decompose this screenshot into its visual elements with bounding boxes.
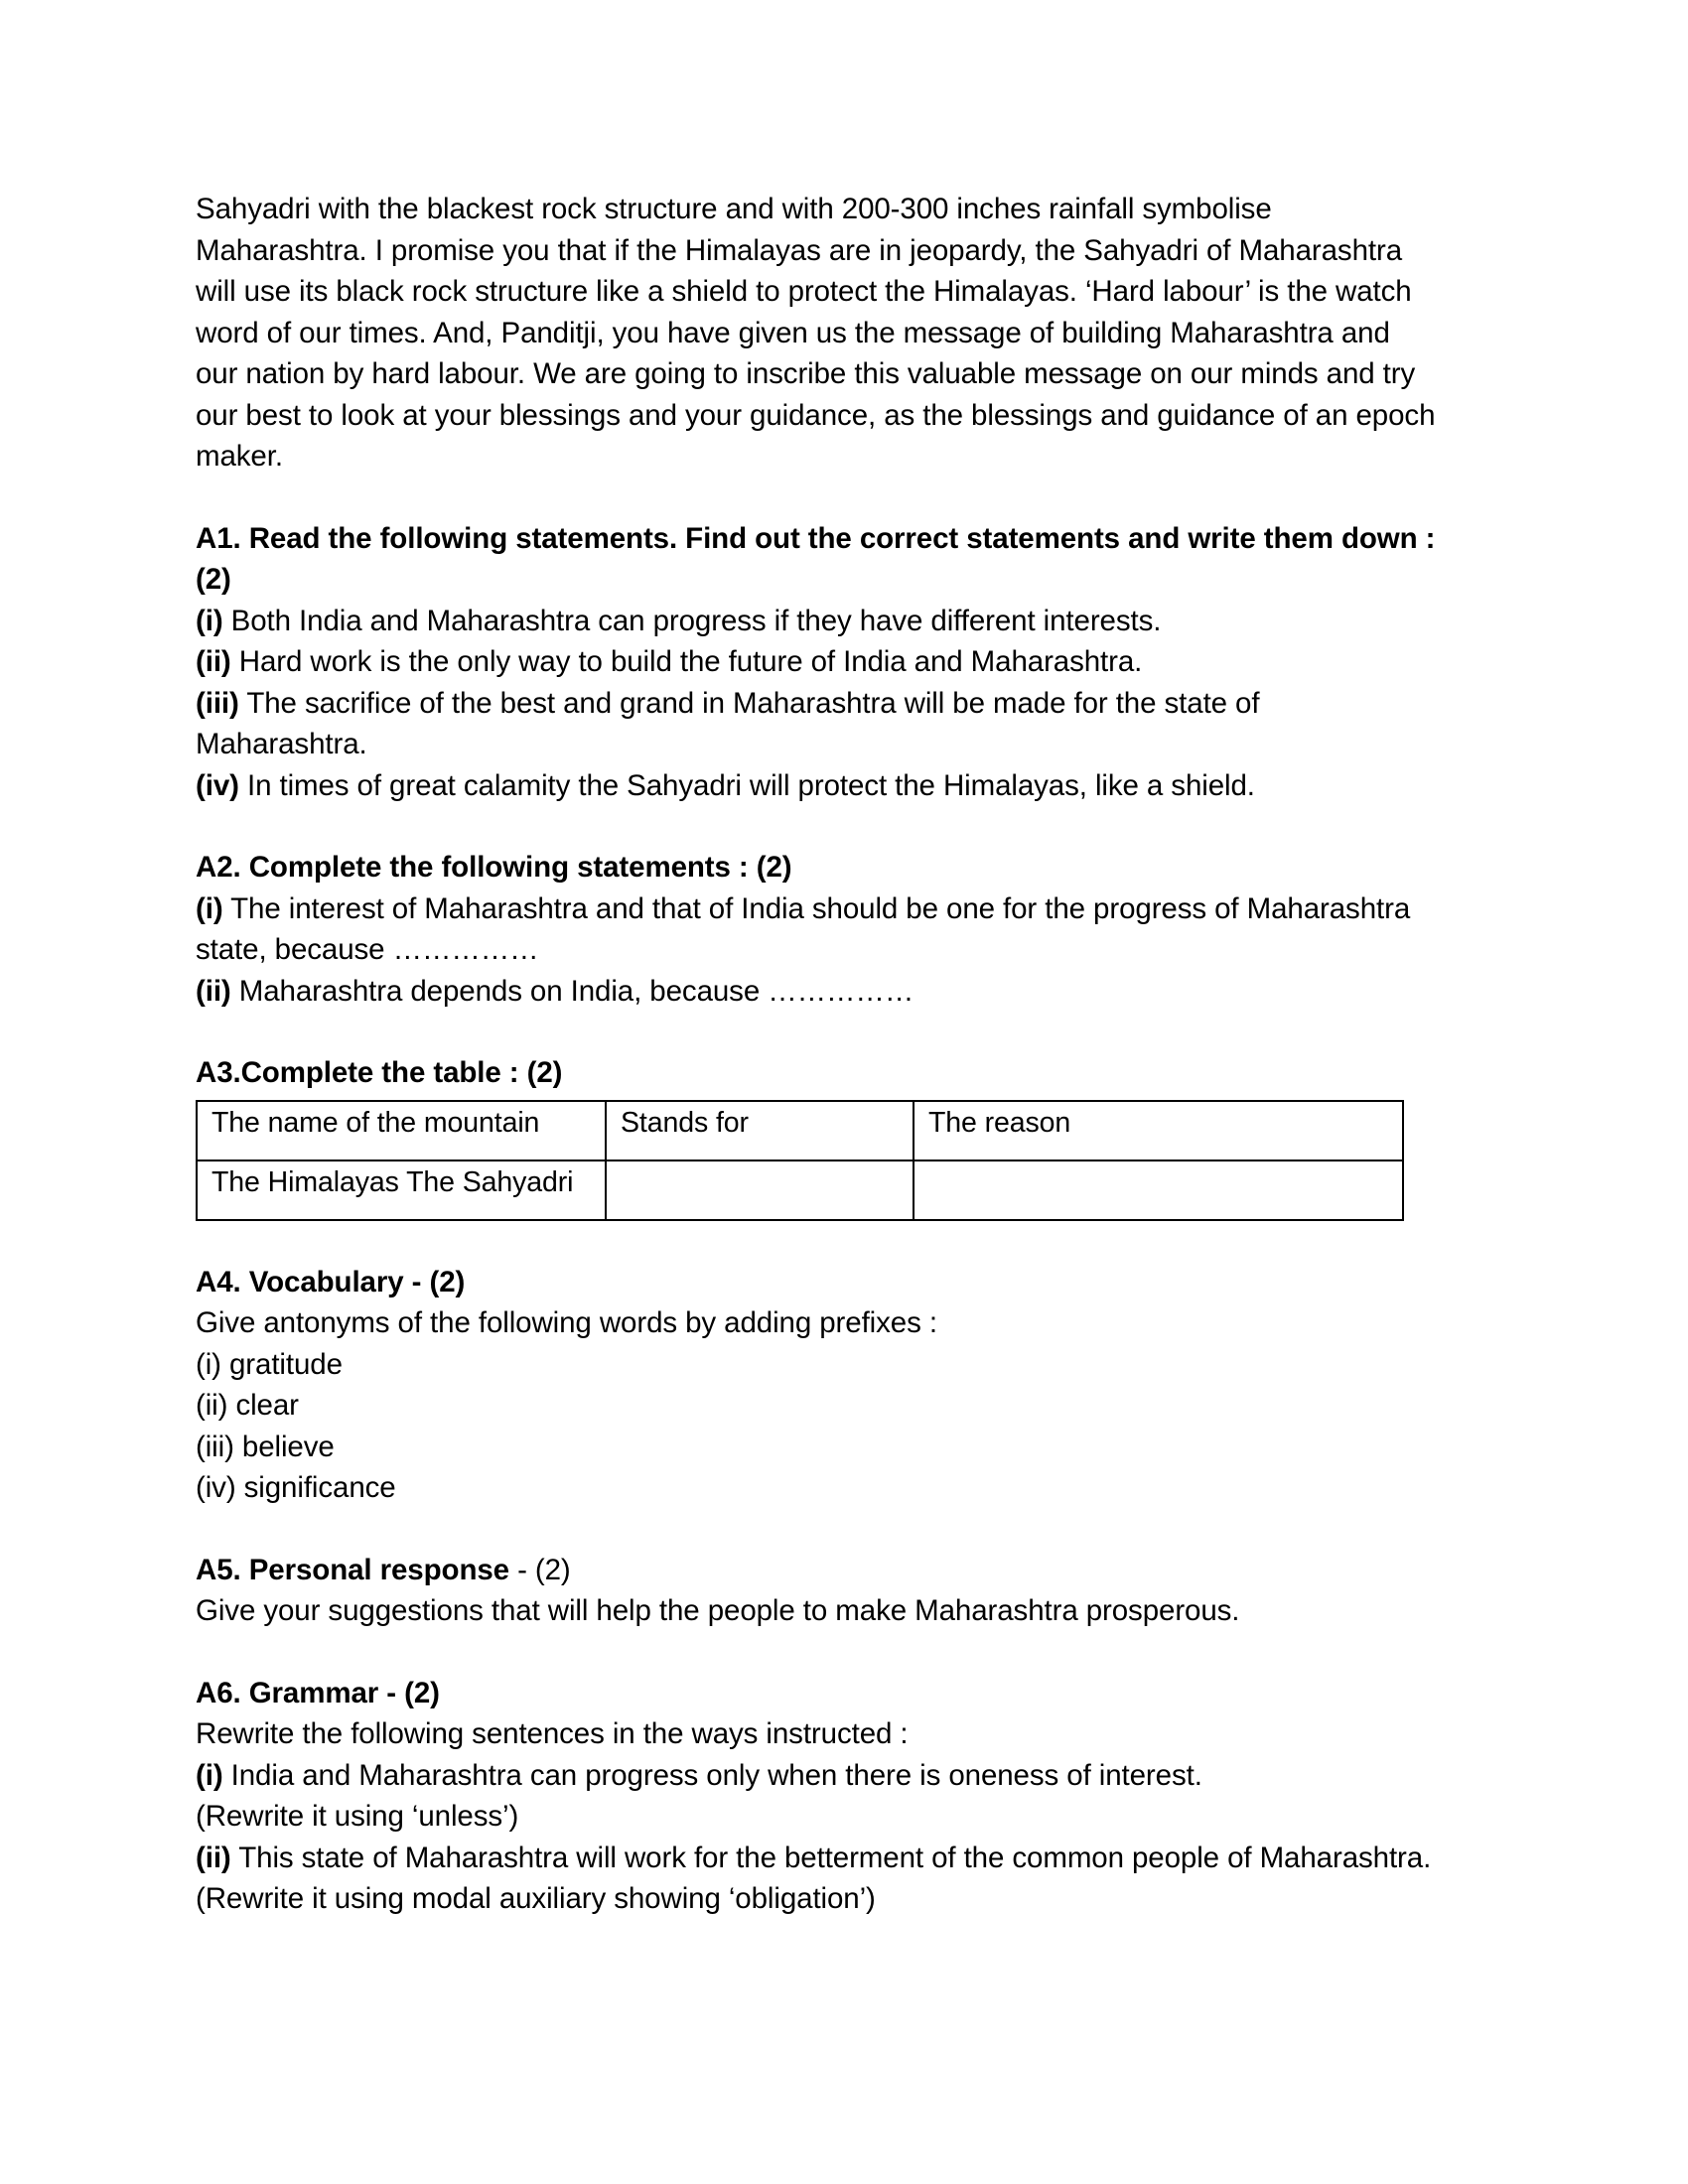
item-marker: (iii) <box>196 686 239 720</box>
item-text: India and Maharashtra can progress only when there is oneness of interest. <box>230 1758 1202 1792</box>
section-heading-a2: A2. Complete the following statements : (2) <box>196 851 792 884</box>
list-item: (iv) significance <box>196 1471 396 1504</box>
section-heading-a4: A4. Vocabulary - (2) <box>196 1265 466 1298</box>
list-item <box>196 641 1437 683</box>
item-marker: (ii) <box>196 1841 231 1874</box>
list-item <box>196 683 1437 765</box>
passage-paragraph: Sahyadri with the blackest rock structure and with 200-300 inches rainfall symbolise Maharashtra. I promise you that if the Himalayas are in jeopardy, the Sahyadri of Maharashtra will use its black rock structure like a shield to protect the Himalayas. ‘Hard labour’ is the watch word of our times. And, Panditji, you have given us the message of building Maharashtra and our nation by hard labour. We are going to inscribe this valuable message on our minds and try our best to look at your blessings and your guidance, as the blessings and guidance of an epoch maker. <box>196 193 1436 473</box>
item-marker: (i) <box>196 891 223 925</box>
table-header-cell: The name of the mountain <box>197 1101 606 1160</box>
table-header-cell: The reason <box>914 1101 1403 1160</box>
list-item: (i) gratitude <box>196 1347 343 1381</box>
section-heading-a5-marks: - (2) <box>508 1553 571 1586</box>
list-item: (iii) believe <box>196 1430 335 1463</box>
section-instruction-a6: Rewrite the following sentences in the ways instructed : <box>196 1717 909 1750</box>
section-instruction-a5: Give your suggestions that will help the people to make Maharashtra prosperous. <box>196 1594 1240 1627</box>
list-item: (ii) clear <box>196 1389 299 1422</box>
spacer <box>196 1509 1437 1550</box>
section-heading-a5 <box>196 1550 1437 1591</box>
item-marker: (iv) <box>196 768 239 802</box>
item-text: Maharashtra depends on India, because …………… <box>238 974 914 1008</box>
table-header-row <box>197 1101 1403 1160</box>
item-marker: (i) <box>196 1758 223 1792</box>
table-cell: The Himalayas The Sahyadri <box>197 1160 606 1220</box>
spacer <box>196 806 1437 847</box>
list-item <box>196 601 1437 642</box>
list-item <box>196 971 1437 1013</box>
item-marker: (ii) <box>196 974 231 1008</box>
item-text: Hard work is the only way to build the future of India and Maharashtra. <box>238 645 1143 678</box>
list-item-instruction: (Rewrite it using ‘unless’) <box>196 1800 519 1833</box>
document-body <box>196 189 1437 1920</box>
section-heading-a6: A6. Grammar - (2) <box>196 1676 440 1709</box>
list-item <box>196 1755 1437 1797</box>
table-wrapper <box>196 1100 1437 1221</box>
section-heading-a3: A3.Complete the table : (2) <box>196 1056 563 1089</box>
item-text: The sacrifice of the best and grand in Maharashtra will be made for the state of Maharashtra. <box>196 686 1260 760</box>
table-header-cell: Stands for <box>606 1101 914 1160</box>
item-text: Both India and Maharashtra can progress if they have different interests. <box>230 604 1162 637</box>
spacer <box>196 1012 1437 1052</box>
list-item <box>196 888 1437 971</box>
list-item-instruction: (Rewrite it using modal auxiliary showing ‘obligation’) <box>196 1882 876 1915</box>
item-text: In times of great calamity the Sahyadri will protect the Himalayas, like a shield. <box>246 768 1255 802</box>
item-text: This state of Maharashtra will work for the betterment of the common people of Maharashtra. <box>238 1841 1432 1874</box>
list-item <box>196 1838 1437 1879</box>
section-heading-a5-bold: A5. Personal response <box>196 1553 509 1586</box>
spacer <box>196 478 1437 518</box>
section-heading-a1: A1. Read the following statements. Find out the correct statements and write them down : (2) <box>196 521 1436 596</box>
spacer <box>196 1632 1437 1673</box>
item-marker: (i) <box>196 604 223 637</box>
item-text: The interest of Maharashtra and that of India should be one for the progress of Maharashtra state, because …………… <box>196 891 1411 966</box>
table-row <box>197 1160 1403 1220</box>
list-item <box>196 765 1437 807</box>
table-cell-blank <box>606 1160 914 1220</box>
spacer <box>196 1221 1437 1262</box>
section-instruction-a4: Give antonyms of the following words by adding prefixes : <box>196 1306 937 1339</box>
table-cell-blank <box>914 1160 1403 1220</box>
complete-the-table <box>196 1100 1404 1221</box>
item-marker: (ii) <box>196 645 231 678</box>
